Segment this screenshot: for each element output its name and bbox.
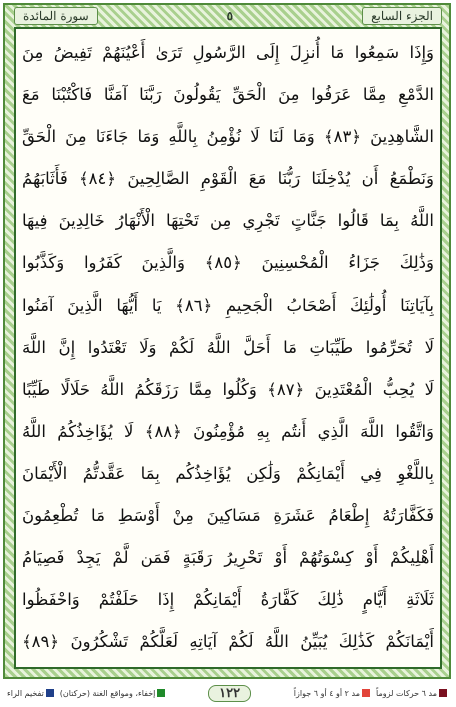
quran-text — [22, 32, 434, 664]
text-line: اللَّهُ بِمَا قَالُوا جَنَّاتٍ تَجْرِي مِن تَحْتِهَا الْأَنْهَارُ خَالِدِينَ فِيهَا — [22, 211, 434, 231]
legend-item: تفخيم الراء — [7, 689, 54, 698]
legend-swatch — [46, 689, 54, 697]
text-line: وَاتَّقُوا اللَّهَ الَّذِي أَنتُم بِهِ مُؤْمِنُونَ ﴿٨٨﴾ لَا يُؤَاخِذُكُمُ اللَّهُ — [22, 421, 434, 441]
text-line: بِآيَاتِنَا أُولَٰئِكَ أَصْحَابُ الْجَحِيمِ ﴿٨٦﴾ يَا أَيُّهَا الَّذِينَ آمَنُوا — [22, 295, 434, 315]
text-line: بِاللَّغْوِ فِي أَيْمَانِكُمْ وَلَٰكِن يُؤَاخِذُكُم بِمَا عَقَّدتُّمُ الْأَيْمَانَ — [22, 463, 434, 483]
text-line: أَهْلِيكُمْ أَوْ كِسْوَتُهُمْ أَوْ تَحْرِيرُ رَقَبَةٍ فَمَن لَّمْ يَجِدْ فَصِيَامُ — [22, 548, 434, 568]
tajweed-legend-right — [294, 689, 447, 698]
text-line: لَا تُحَرِّمُوا طَيِّبَاتِ مَا أَحَلَّ اللَّهُ لَكُمْ وَلَا تَعْتَدُوا إِنَّ اللَّهَ — [22, 337, 434, 357]
legend-swatch — [362, 689, 370, 697]
text-line: وَنَطْمَعُ أَن يُدْخِلَنَا رَبُّنَا مَعَ الْقَوْمِ الصَّالِحِينَ ﴿٨٤﴾ فَأَثَابَهُمُ — [22, 169, 434, 189]
juz-label: الجزء السابع — [362, 7, 442, 25]
text-line: ثَلَاثَةِ أَيَّامٍ ذَٰلِكَ كَفَّارَةُ أَيْمَانِكُمْ إِذَا حَلَفْتُمْ وَاحْفَظُوا — [22, 590, 434, 610]
surah-name: سورة المائدة — [14, 7, 98, 25]
legend-item: مد ٦ حركات لزوماً — [376, 689, 447, 698]
text-line: فَكَفَّارَتُهُ إِطْعَامُ عَشَرَةِ مَسَاكِينَ مِنْ أَوْسَطِ مَا تُطْعِمُونَ — [22, 506, 434, 526]
page-header — [14, 6, 442, 26]
page-number: ١٢٢ — [208, 685, 251, 702]
text-line: لَا يُحِبُّ الْمُعْتَدِينَ ﴿٨٧﴾ وَكُلُوا مِمَّا رَزَقَكُمُ اللَّهُ حَلَالًا طَيِّبًا — [22, 379, 434, 399]
legend-item: إخفاء، ومواقع الغنة (حركتان) — [60, 689, 166, 698]
text-line: الدَّمْعِ مِمَّا عَرَفُوا مِنَ الْحَقِّ يَقُولُونَ رَبَّنَا آمَنَّا فَاكْتُبْنَا مَعَ — [22, 85, 434, 105]
page-footer — [3, 681, 451, 705]
text-line: وَذَٰلِكَ جَزَاءُ الْمُحْسِنِينَ ﴿٨٥﴾ وَالَّذِينَ كَفَرُوا وَكَذَّبُوا — [22, 253, 434, 273]
text-line: وَإِذَا سَمِعُوا مَا أُنزِلَ إِلَى الرَّسُولِ تَرَىٰ أَعْيُنَهُمْ تَفِيضُ مِنَ — [22, 43, 434, 62]
text-line: أَيْمَانَكُمْ كَذَٰلِكَ يُبَيِّنُ اللَّهُ لَكُمْ آيَاتِهِ لَعَلَّكُمْ تَشْكُرُونَ ﴿٨٩﴾ — [22, 632, 434, 652]
surah-number: ٥ — [226, 9, 234, 23]
text-line: الشَّاهِدِينَ ﴿٨٣﴾ وَمَا لَنَا لَا نُؤْمِنُ بِاللَّهِ وَمَا جَاءَنَا مِنَ الْحَقِّ — [22, 127, 434, 147]
legend-item: مد ٢ أو ٤ أو ٦ جوازاً — [294, 689, 370, 698]
legend-swatch — [439, 689, 447, 697]
tajweed-legend-left — [7, 689, 165, 698]
legend-swatch — [157, 689, 165, 697]
